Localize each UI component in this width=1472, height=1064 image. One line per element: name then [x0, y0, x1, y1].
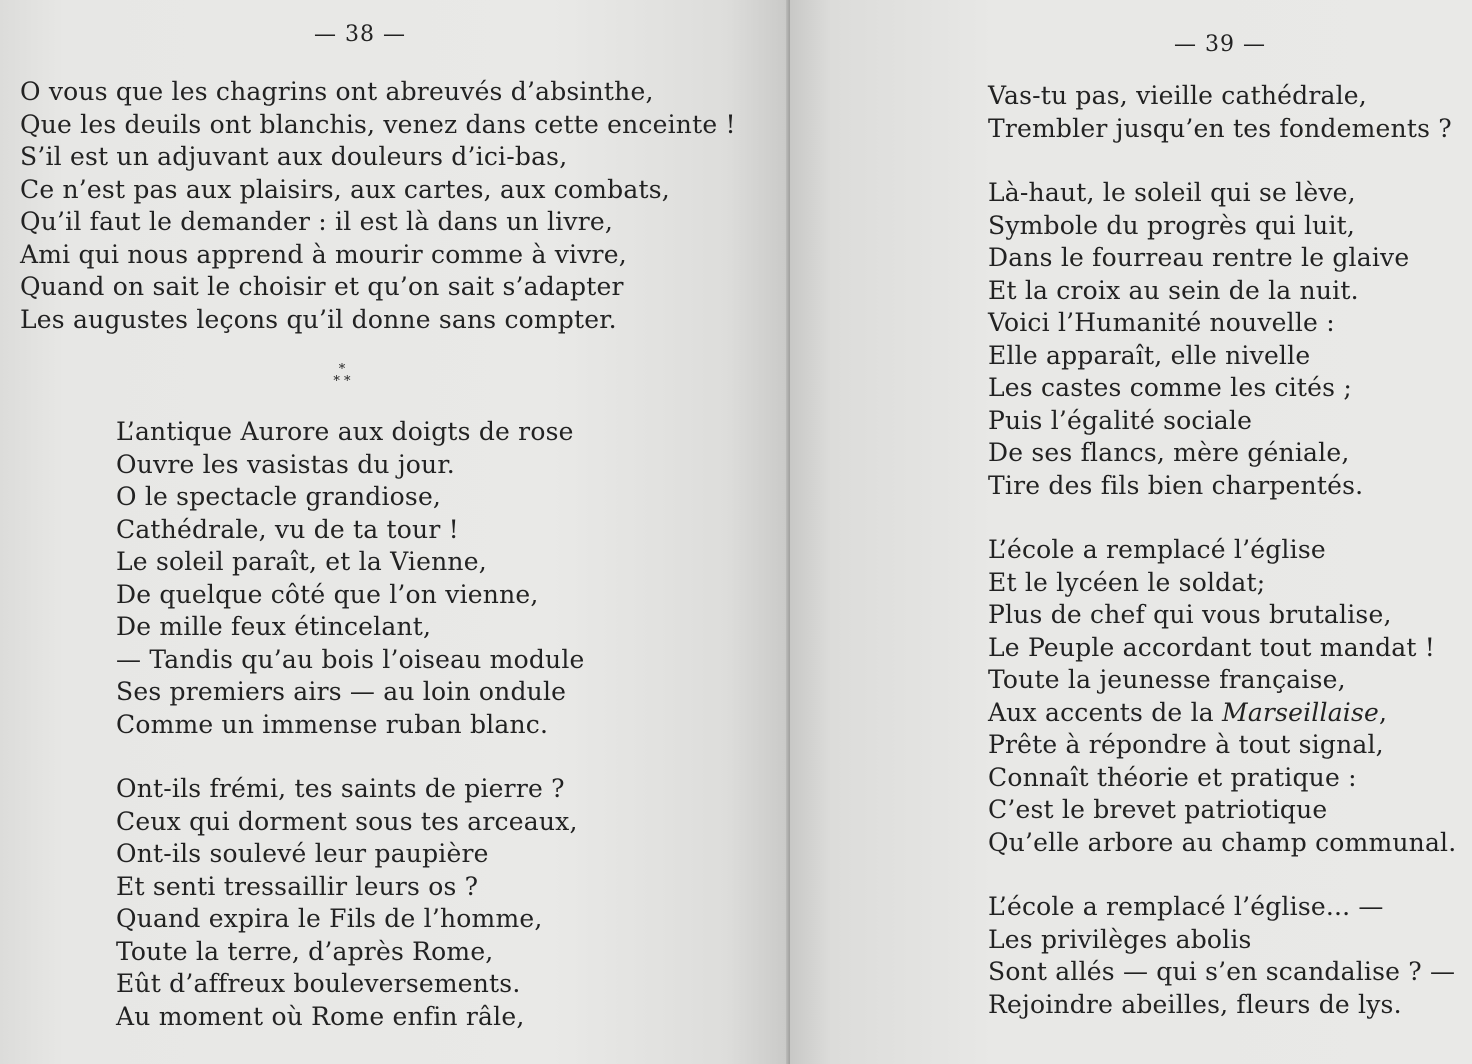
verse-line: Que les deuils ont blanchis, venez dans cette enceinte ! — [20, 109, 736, 139]
verse-line: Et le lycéen le soldat; — [988, 567, 1266, 597]
verse-line: L’école a remplacé l’église... — — [988, 892, 1384, 921]
asterism-divider — [322, 364, 362, 388]
verse-line: Les castes comme les cités ; — [988, 373, 1352, 402]
verse-line: Les privilèges abolis — [988, 924, 1252, 954]
verse-line: Qu’il faut le demander : il est là dans un livre, — [20, 207, 613, 236]
verse-line: Là-haut, le soleil qui se lève, — [988, 178, 1356, 207]
verse-line: Comme un immense ruban blanc. — [116, 709, 549, 739]
asterism-top: * — [338, 362, 346, 377]
verse-line: Les augustes leçons qu’il donne sans compter. — [20, 304, 617, 334]
verse-line: Ceux qui dorment sous tes arceaux, — [116, 806, 578, 836]
verse-line: Toute la jeunesse française, — [988, 665, 1346, 694]
opening-verse — [20, 76, 736, 336]
page-number-39: — 39 — — [1174, 32, 1266, 57]
verse-line: Quand expira le Fils de l’homme, — [116, 904, 543, 933]
verse-line: Elle apparaît, elle nivelle — [988, 340, 1311, 370]
page-number-38: — 38 — — [314, 22, 406, 47]
poem-body-right — [988, 80, 1456, 1021]
verse-line: Le soleil paraît, et la Vienne, — [116, 547, 487, 576]
verse-line: De quelque côté que l’on vienne, — [116, 579, 539, 609]
verse-line: Prête à répondre à tout signal, — [988, 730, 1384, 759]
verse-line: Sont allés — qui s’en scandalise ? — — [988, 957, 1456, 986]
verse-line: Ce n’est pas aux plaisirs, aux cartes, aux combats, — [20, 174, 670, 204]
page-right — [790, 0, 1472, 1064]
verse-line: Ont-ils soulevé leur paupière — [116, 839, 489, 868]
poem-body-left — [116, 416, 585, 1033]
verse-line: Plus de chef qui vous brutalise, — [988, 600, 1392, 629]
verse-line: De ses flancs, mère géniale, — [988, 438, 1350, 467]
verse-line: O vous que les chagrins ont abreuvés d’absinthe, — [20, 77, 654, 106]
verse-line: Cathédrale, vu de ta tour ! — [116, 514, 459, 544]
verse-line: L’école a remplacé l’église — [988, 535, 1326, 564]
stanza — [988, 534, 1456, 859]
stanza — [988, 891, 1456, 1021]
verse-line: Et senti tressaillir leurs os ? — [116, 871, 479, 901]
asterism-bottom: * * — [333, 374, 351, 389]
verse-line: Eût d’affreux bouleversements. — [116, 969, 521, 998]
verse-line: Symbole du progrès qui luit, — [988, 210, 1356, 240]
verse-line: Au moment où Rome enfin râle, — [116, 1001, 525, 1031]
verse-line: Toute la terre, d’après Rome, — [116, 936, 494, 966]
verse-line: Qu’elle arbore au champ communal. — [988, 827, 1457, 857]
verse-line: Vas-tu pas, vieille cathédrale, — [988, 81, 1367, 110]
verse-line: Puis l’égalité sociale — [988, 405, 1253, 435]
verse-line: Ont-ils frémi, tes saints de pierre ? — [116, 774, 565, 803]
stanza — [988, 80, 1456, 145]
verse-line: Tire des fils bien charpentés. — [988, 470, 1364, 500]
stanza — [988, 177, 1456, 502]
verse-line: Connaît théorie et pratique : — [988, 762, 1357, 792]
stanza — [116, 416, 585, 741]
verse-line: De mille feux étincelant, — [116, 612, 432, 641]
verse-line: S’il est un adjuvant aux douleurs d’ici-bas, — [20, 142, 568, 171]
verse-line: Le Peuple accordant tout mandat ! — [988, 632, 1436, 662]
verse-line: L’antique Aurore aux doigts de rose — [116, 417, 574, 446]
stanza — [116, 773, 585, 1033]
verse-line: Et la croix au sein de la nuit. — [988, 275, 1359, 305]
verse-line: Quand on sait le choisir et qu’on sait s’adapter — [20, 272, 624, 301]
italic-word: Marseillaise — [1222, 697, 1380, 727]
verse-line: — Tandis qu’au bois l’oiseau module — [116, 644, 585, 674]
verse-line: Aux accents de la Marseillaise, — [988, 697, 1388, 727]
verse-line: Ses premiers airs — au loin ondule — [116, 677, 567, 706]
verse-line: Trembler jusqu’en tes fondements ? — [988, 113, 1452, 143]
verse-line: Ouvre les vasistas du jour. — [116, 449, 455, 479]
verse-line: Voici l’Humanité nouvelle : — [988, 308, 1335, 337]
verse-line: Rejoindre abeilles, fleurs de lys. — [988, 989, 1402, 1019]
verse-line: O le spectacle grandiose, — [116, 482, 442, 511]
verse-line: C’est le brevet patriotique — [988, 795, 1328, 824]
verse-line: Ami qui nous apprend à mourir comme à vivre, — [20, 239, 627, 269]
verse-line: Dans le fourreau rentre le glaive — [988, 243, 1410, 272]
